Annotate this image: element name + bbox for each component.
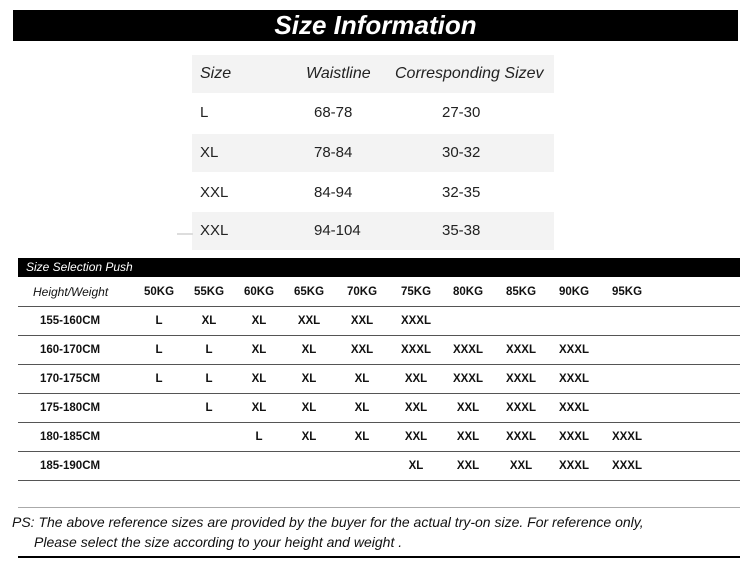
size-row (192, 94, 554, 132)
weight-header: 90KG (558, 286, 590, 298)
size-header: Size (200, 65, 232, 82)
corresponding-cell: 35-38 (442, 222, 481, 239)
size-recommendation: XXXL (558, 373, 590, 385)
size-recommendation: L (155, 344, 163, 356)
size-cell: XL (200, 144, 219, 161)
size-row (192, 174, 554, 212)
height-label: 160-170CM (40, 344, 101, 356)
grid-row (18, 336, 740, 365)
size-table (192, 52, 554, 242)
size-recommendation: XXXL (505, 431, 537, 443)
height-label: 185-190CM (40, 460, 101, 472)
divider (18, 556, 740, 558)
size-recommendation: XXXL (505, 373, 537, 385)
size-recommendation: XXXL (558, 344, 590, 356)
grid-row (18, 307, 740, 336)
size-recommendation: L (205, 344, 213, 356)
size-recommendation: XL (201, 315, 217, 327)
size-recommendation: XXXL (611, 460, 643, 472)
size-recommendation: L (155, 373, 163, 385)
weight-header: 65KG (293, 286, 325, 298)
size-recommendation: XXXL (452, 373, 484, 385)
waist-cell: 94-104 (314, 222, 361, 239)
size-recommendation: XL (354, 373, 370, 385)
size-recommendation: XXXL (611, 431, 643, 443)
size-cell: XXL (200, 184, 229, 201)
size-recommendation: XL (408, 460, 424, 472)
size-recommendation: XXL (350, 344, 374, 356)
waist-cell: 84-94 (314, 184, 353, 201)
corresponding-cell: 27-30 (442, 104, 481, 121)
grid-header-row (18, 278, 740, 307)
size-recommendation: XXXL (505, 344, 537, 356)
size-recommendation: XXL (509, 460, 533, 472)
size-recommendation: L (205, 373, 213, 385)
size-cell: L (200, 104, 209, 121)
size-recommendation: XL (354, 431, 370, 443)
size-table-header (192, 55, 554, 93)
weight-header: 60KG (243, 286, 275, 298)
size-recommendation: XXXL (400, 344, 432, 356)
size-recommendation: XXL (350, 315, 374, 327)
size-recommendation: L (255, 431, 263, 443)
size-recommendation: XXXL (558, 460, 590, 472)
size-recommendation: XXL (456, 431, 480, 443)
height-label: 170-175CM (40, 373, 101, 385)
size-recommendation: XXL (456, 460, 480, 472)
corresponding-size-header: Corresponding Sizev (395, 65, 544, 82)
size-recommendation: XL (301, 373, 317, 385)
size-recommendation: XXXL (400, 315, 432, 327)
height-label: 180-185CM (40, 431, 101, 443)
waist-cell: 78-84 (314, 144, 353, 161)
size-recommendation: XXXL (505, 402, 537, 414)
size-recommendation: XL (251, 315, 267, 327)
size-recommendation: XXL (456, 402, 480, 414)
size-row (192, 212, 554, 250)
size-recommendation: XXXL (452, 344, 484, 356)
size-recommendation: XXL (404, 402, 428, 414)
note-line-1: PS: The above reference sizes are provided by the buyer for the actual try-on size. For reference only, (12, 514, 644, 530)
divider (18, 507, 740, 508)
size-cell: XXL (200, 222, 229, 239)
grid-row (18, 423, 740, 452)
divider (177, 233, 193, 235)
note-line-2: Please select the size according to your height and weight . (34, 534, 403, 550)
size-recommendation: XXL (404, 373, 428, 385)
push-title: Size Selection Push (26, 260, 133, 274)
size-recommendation: L (205, 402, 213, 414)
size-information-title: Size Information (13, 10, 738, 41)
grid-row (18, 365, 740, 394)
height-label: 155-160CM (40, 315, 101, 327)
reference-note (12, 512, 742, 552)
corresponding-cell: 30-32 (442, 144, 481, 161)
weight-header: 75KG (400, 286, 432, 298)
size-recommendation: XXL (297, 315, 321, 327)
size-recommendation: XL (251, 402, 267, 414)
size-recommendation: XL (354, 402, 370, 414)
size-selection-push-bar (18, 258, 740, 277)
weight-header: 50KG (143, 286, 175, 298)
weight-header: 85KG (505, 286, 537, 298)
size-recommendation: L (155, 315, 163, 327)
size-recommendation: XL (301, 344, 317, 356)
size-recommendation: XL (301, 402, 317, 414)
size-recommendation: XXXL (558, 431, 590, 443)
size-recommendation: XXXL (558, 402, 590, 414)
corresponding-cell: 32-35 (442, 184, 481, 201)
height-label: 175-180CM (40, 402, 101, 414)
height-weight-label: Height/Weight (33, 285, 109, 299)
grid-row (18, 452, 740, 481)
size-recommendation: XL (301, 431, 317, 443)
size-row (192, 134, 554, 172)
size-recommendation: XL (251, 344, 267, 356)
grid-row (18, 394, 740, 423)
weight-header: 95KG (611, 286, 643, 298)
size-recommendation: XXL (404, 431, 428, 443)
size-recommendation: XL (251, 373, 267, 385)
waist-cell: 68-78 (314, 104, 353, 121)
weight-header: 55KG (193, 286, 225, 298)
weight-header: 70KG (346, 286, 378, 298)
weight-header: 80KG (452, 286, 484, 298)
waistline-header: Waistline (306, 65, 371, 82)
